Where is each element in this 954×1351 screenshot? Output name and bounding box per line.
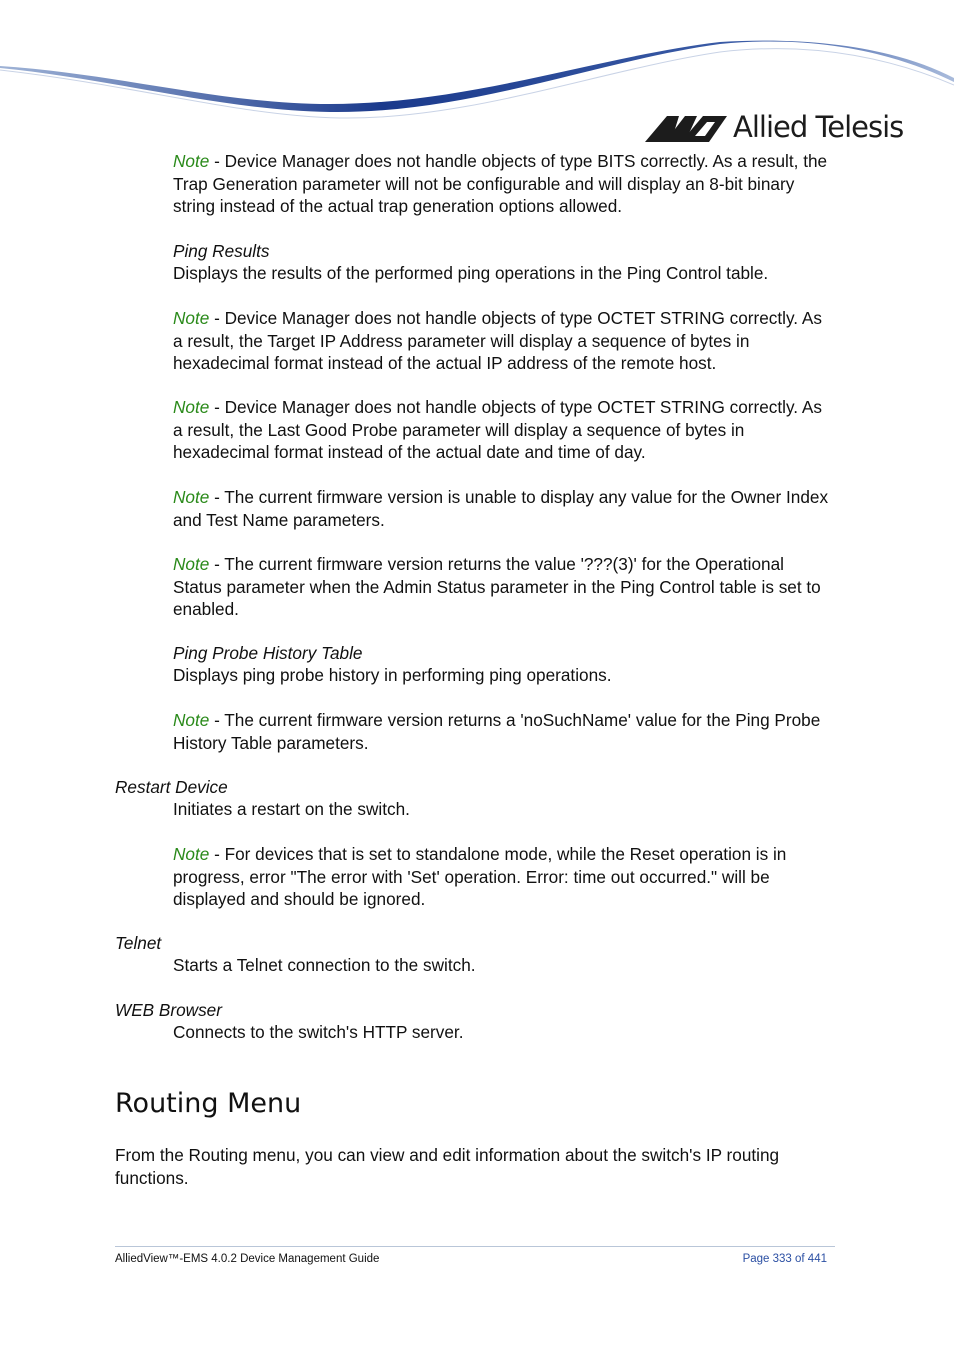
footer-document-title: AlliedView™-EMS 4.0.2 Device Management Guide xyxy=(115,1253,380,1265)
note-nosuchname xyxy=(173,709,833,754)
section-intro: From the Routing menu, you can view and edit information about the switch's IP routing functions. xyxy=(115,1145,780,1188)
footer-divider xyxy=(115,1246,835,1247)
note-text: - For devices that is set to standalone mode, while the Reset operation is in progress, error "The error with 'Set' operation. Error: time out occurred." will be displayed and should be ignored. xyxy=(173,844,787,909)
ping-results-description: Displays the results of the performed ping operations in the Ping Control table. xyxy=(173,263,769,283)
note-owner-index xyxy=(173,486,833,531)
logo-wordmark: Allied Telesis xyxy=(733,110,904,144)
subheading-restart-device: Restart Device xyxy=(115,777,228,797)
footer-page-number: Page 333 of 441 xyxy=(742,1253,827,1265)
note-label: Note xyxy=(173,487,210,507)
restart-device-description: Initiates a restart on the switch. xyxy=(173,799,410,819)
note-text: - The current firmware version returns the value '???(3)' for the Operational Status parameter when the Admin Status parameter in the Ping Control table is set to enabled. xyxy=(173,554,821,619)
note-last-good-probe xyxy=(173,396,833,464)
web-browser-description: Connects to the switch's HTTP server. xyxy=(173,1022,464,1042)
section-title: Routing Menu xyxy=(115,1088,302,1119)
note-label: Note xyxy=(173,710,210,730)
ping-probe-history-description: Displays ping probe history in performing ping operations. xyxy=(173,665,612,685)
note-label: Note xyxy=(173,397,210,417)
note-text: - The current firmware version returns a 'noSuchName' value for the Ping Probe History Table parameters. xyxy=(173,710,821,753)
allied-telesis-logo-mark xyxy=(645,116,727,142)
note-text: - Device Manager does not handle objects of type OCTET STRING correctly. As a result, the Last Good Probe parameter will display a sequence of bytes in hexadecimal format instead of the actual date and time of day. xyxy=(173,397,822,462)
subheading-ping-results: Ping Results xyxy=(173,241,270,261)
subheading-telnet: Telnet xyxy=(115,933,162,953)
note-standalone-reset xyxy=(173,843,833,911)
note-bits xyxy=(173,150,833,218)
allied-telesis-logo xyxy=(645,110,905,146)
note-target-ip xyxy=(173,307,833,375)
telnet-description: Starts a Telnet connection to the switch. xyxy=(173,955,476,975)
note-text: - Device Manager does not handle objects of type OCTET STRING correctly. As a result, the Target IP Address parameter will display a sequence of bytes in hexadecimal format instead of the actual IP address of the remote host. xyxy=(173,308,822,373)
note-label: Note xyxy=(173,308,210,328)
note-label: Note xyxy=(173,151,210,171)
note-text: - The current firmware version is unable to display any value for the Owner Index and Test Name parameters. xyxy=(173,487,829,530)
note-operational-status xyxy=(173,553,833,621)
subheading-ping-probe-history: Ping Probe History Table xyxy=(173,643,363,663)
note-text: - Device Manager does not handle objects of type BITS correctly. As a result, the Trap Generation parameter will not be configurable and will display an 8-bit binary string instead of the actual trap generation options allowed. xyxy=(173,151,828,216)
subheading-web-browser: WEB Browser xyxy=(115,1000,222,1020)
note-label: Note xyxy=(173,554,210,574)
note-label: Note xyxy=(173,844,210,864)
